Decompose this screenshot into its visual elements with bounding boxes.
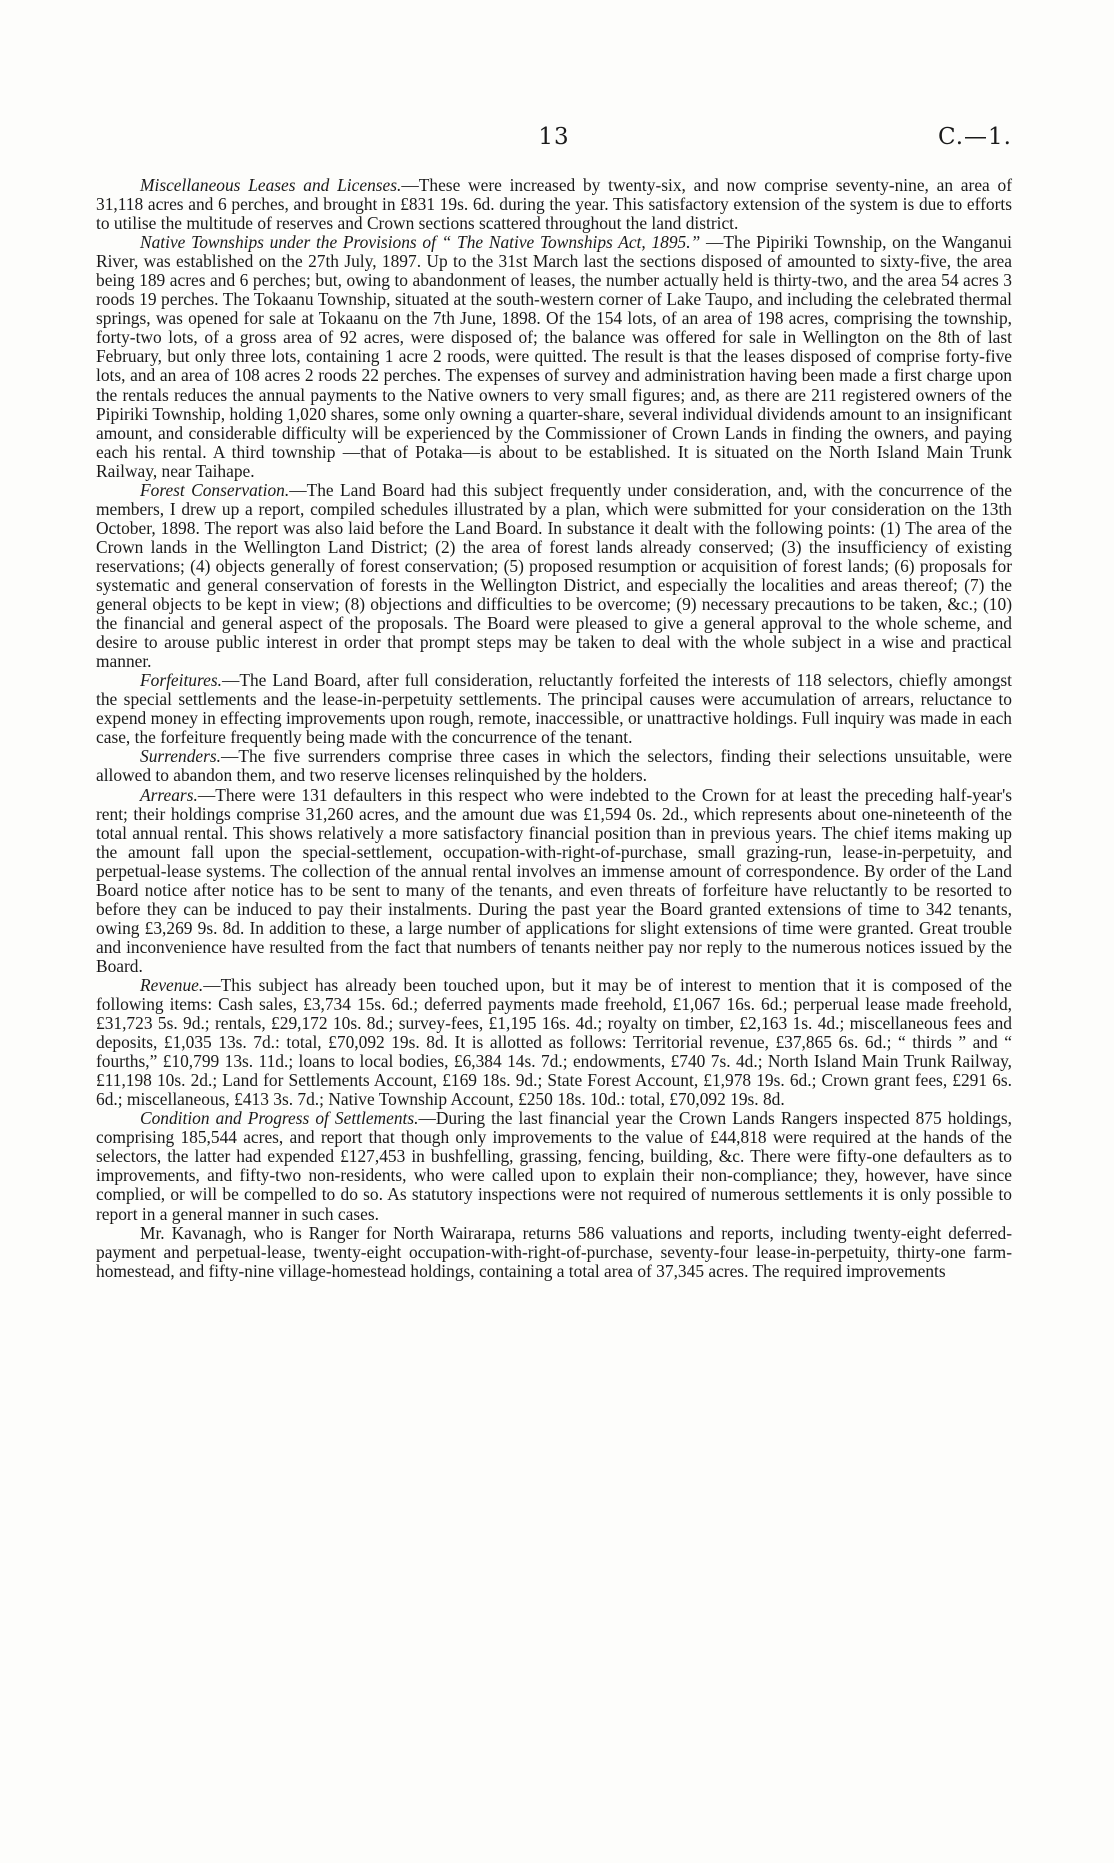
paragraph-heading: Arrears. [140, 784, 198, 805]
paragraph-heading: Native Townships under the Provisions of “ The Native Townships Act, 1895.” [140, 232, 701, 253]
paragraph-miscellaneous-leases [96, 176, 1012, 233]
page-header [96, 124, 1012, 158]
paragraph-kavanagh [96, 1224, 1012, 1281]
paragraph-heading: Miscellaneous Leases and Licenses. [140, 175, 402, 195]
paragraph-text: —This subject has already been touched upon, but it may be of interest to mention that it is composed of the following items: Cash sales, £3,734 15s. 6d.; deferred payments made freehold, £1,067 16s. 6d.; perperual lease made freehold, £31,723 5s. 9d.; rentals, £29,172 10s. 8d.; survey-fees, £1,195 16s. 4d.; royalty on timber, £2,163 1s. 4d.; miscellaneous fees and deposits, £1,035 13s. 7d.: total, £70,092 19s. 8d. It is allotted as follows: Territorial revenue, £37,865 6s. 6d.; “ thirds ” and “ fourths,” £10,799 13s. 11d.; loans to local bodies, £6,384 14s. 7d.; endowments, £740 7s. 4d.; North Island Main Trunk Railway, £11,198 10s. 2d.; Land for Settlements Account, £169 18s. 9d.; State Forest Account, £1,978 19s. 6d.; Crown grant fees, £291 6s. 6d.; miscellaneous, £413 3s. 7d.; Native Township Account, £250 18s. 10d.: total, £70,092 19s. 8d. [96, 974, 1012, 1110]
paragraph-arrears [96, 786, 1012, 976]
paragraph-text: —The Pipiriki Township, on the Wanganui River, was established on the 27th July, 1897. Up to the 31st March last the sections disposed of amounted to sixty-five, the area being 189 acres and 6 perches; but, owing to abandonment of leases, the number actually held is thirty-two, and the area 54 acres 3 roods 19 perches. The Tokaanu Township, situated at the south-western corner of Lake Taupo, and including the celebrated thermal springs, was opened for sale at Tokaanu on the 7th June, 1898. Of the 154 lots, of an area of 198 acres, comprising the township, forty-two lots, of a gross area of 92 acres, were disposed of; the balance was offered for sale in Wellington on the 8th of last February, but only three lots, containing 1 acre 2 roods, were quitted. The result is that the leases disposed of comprise forty-five lots, and an area of 108 acres 2 roods 22 perches. The expenses of survey and administration having been made a first charge upon the rentals reduces the annual payments to the Native owners to very small figures; and, as there are 211 registered owners of the Pipiriki Township, holding 1,020 shares, some only owning a quarter-share, several individual dividends amount to an insignificant amount, and considerable difficulty will be experienced by the Commissioner of Crown Lands in finding the owners, and paying each his rental. A third township —that of Potaka—is about to be established. It is situated on the North Island Main Trunk Railway, near Taihape. [96, 232, 1012, 481]
paragraph-text: Mr. Kavanagh, who is Ranger for North Wairarapa, returns 586 valuations and reports, including twenty-eight deferred-payment and perpetual-lease, twenty-eight occupation-with-right-of-purchase, seventy-four lease-in-perpetuity, thirty-one farm-homestead, and fifty-nine village-homestead holdings, containing a total area of 37,345 acres. The required improvements [96, 1222, 1012, 1281]
paragraph-text: —During the last financial year the Crown Lands Rangers inspected 875 holdings, comprising 185,544 acres, and report that though only improvements to the value of £44,818 were required at the hands of the selectors, the latter had expended £127,453 in bushfelling, grassing, fencing, building, &c. There were fifty-one defaulters as to improvements, and fifty-two non-residents, who were called upon to explain their non-compliance; they, however, have since complied, or will be compelled to do so. As statutory inspections were not required of numerous settlements it is only possible to report in a general manner in such cases. [96, 1108, 1012, 1224]
paragraph-text: —These were increased by twenty-six, and now comprise seventy-nine, an area of 31,118 acres and 6 perches, and brought in £831 19s. 6d. during the year. This satisfactory extension of the system is due to efforts to utilise the multitude of reserves and Crown sections scattered throughout the land district. [96, 175, 1012, 234]
paragraph-text: —The five surrenders comprise three cases in which the selectors, finding their selections unsuitable, were allowed to abandon them, and two reserve licenses relinquished by the holders. [96, 746, 1012, 786]
paragraph-heading: Forfeitures. [140, 670, 222, 691]
paragraph-revenue [96, 976, 1012, 1109]
paragraph-condition-progress [96, 1109, 1012, 1223]
paragraph-surrenders [96, 747, 1012, 785]
paragraph-heading: Surrenders. [140, 746, 221, 767]
paragraph-heading: Condition and Progress of Settlements. [140, 1108, 419, 1129]
paragraph-forest-conservation [96, 481, 1012, 671]
paragraph-native-townships [96, 233, 1012, 481]
paragraph-heading: Forest Conservation. [140, 479, 290, 500]
paragraph-forfeitures [96, 671, 1012, 747]
paragraph-text: —The Land Board, after full consideration, reluctantly forfeited the interests of 118 selectors, chiefly amongst the special settlements and the lease-in-perpetuity settlements. The principal causes were accumulation of arrears, reluctance to expend money in effecting improvements upon rough, remote, inaccessible, or unattractive holdings. Full inquiry was made in each case, the forfeiture frequently being made with the concurrence of the tenant. [96, 670, 1012, 748]
body-text [96, 176, 1012, 1281]
series-number: C.—1. [937, 124, 1012, 150]
paragraph-text: —There were 131 defaulters in this respect who were indebted to the Crown for at least the preceding half-year's rent; their holdings comprise 31,260 acres, and the amount due was £1,594 0s. 2d., which represents about one-nineteenth of the total annual rental. This shows relatively a more satisfactory financial position than in previous years. The chief items making up the amount fall upon the special-settlement, occupation-with-right-of-purchase, small grazing-run, lease-in-perpetuity, and perpetual-lease systems. The collection of the annual rental involves an immense amount of correspondence. By order of the Land Board notice after notice has to be sent to many of the tenants, and even threats of forfeiture have reluctantly to be resorted to before they can be induced to pay their instalments. During the past year the Board granted extensions of time to 342 tenants, owing £3,269 9s. 8d. In addition to these, a large number of applications for slight extensions of time were granted. Great trouble and inconvenience have resulted from the fact that numbers of tenants neither pay nor reply to the numerous notices issued by the Board. [96, 784, 1012, 976]
page-number: 13 [538, 124, 570, 150]
paragraph-heading: Revenue. [140, 974, 204, 995]
paragraph-text: —The Land Board had this subject frequently under consideration, and, with the concurrence of the members, I drew up a report, compiled schedules illustrated by a plan, which were submitted for your consideration on the 13th October, 1898. The report was also laid before the Land Board. In substance it dealt with the following points: (1) The area of the Crown lands in the Wellington Land District; (2) the area of forest lands already conserved; (3) the insufficiency of existing reservations; (4) objects generally of forest conservation; (5) proposed resumption or acquisition of forest lands; (6) proposals for systematic and general conservation of forests in the Wellington District, and especially the localities and areas thereof; (7) the general objects to be kept in view; (8) objections and difficulties to be overcome; (9) necessary precautions to be taken, &c.; (10) the financial and general aspect of the proposals. The Board were pleased to give a general approval to the whole scheme, and desire to arouse public interest in order that prompt steps may be taken to deal with the whole subject in a wise and practical manner. [96, 479, 1012, 672]
